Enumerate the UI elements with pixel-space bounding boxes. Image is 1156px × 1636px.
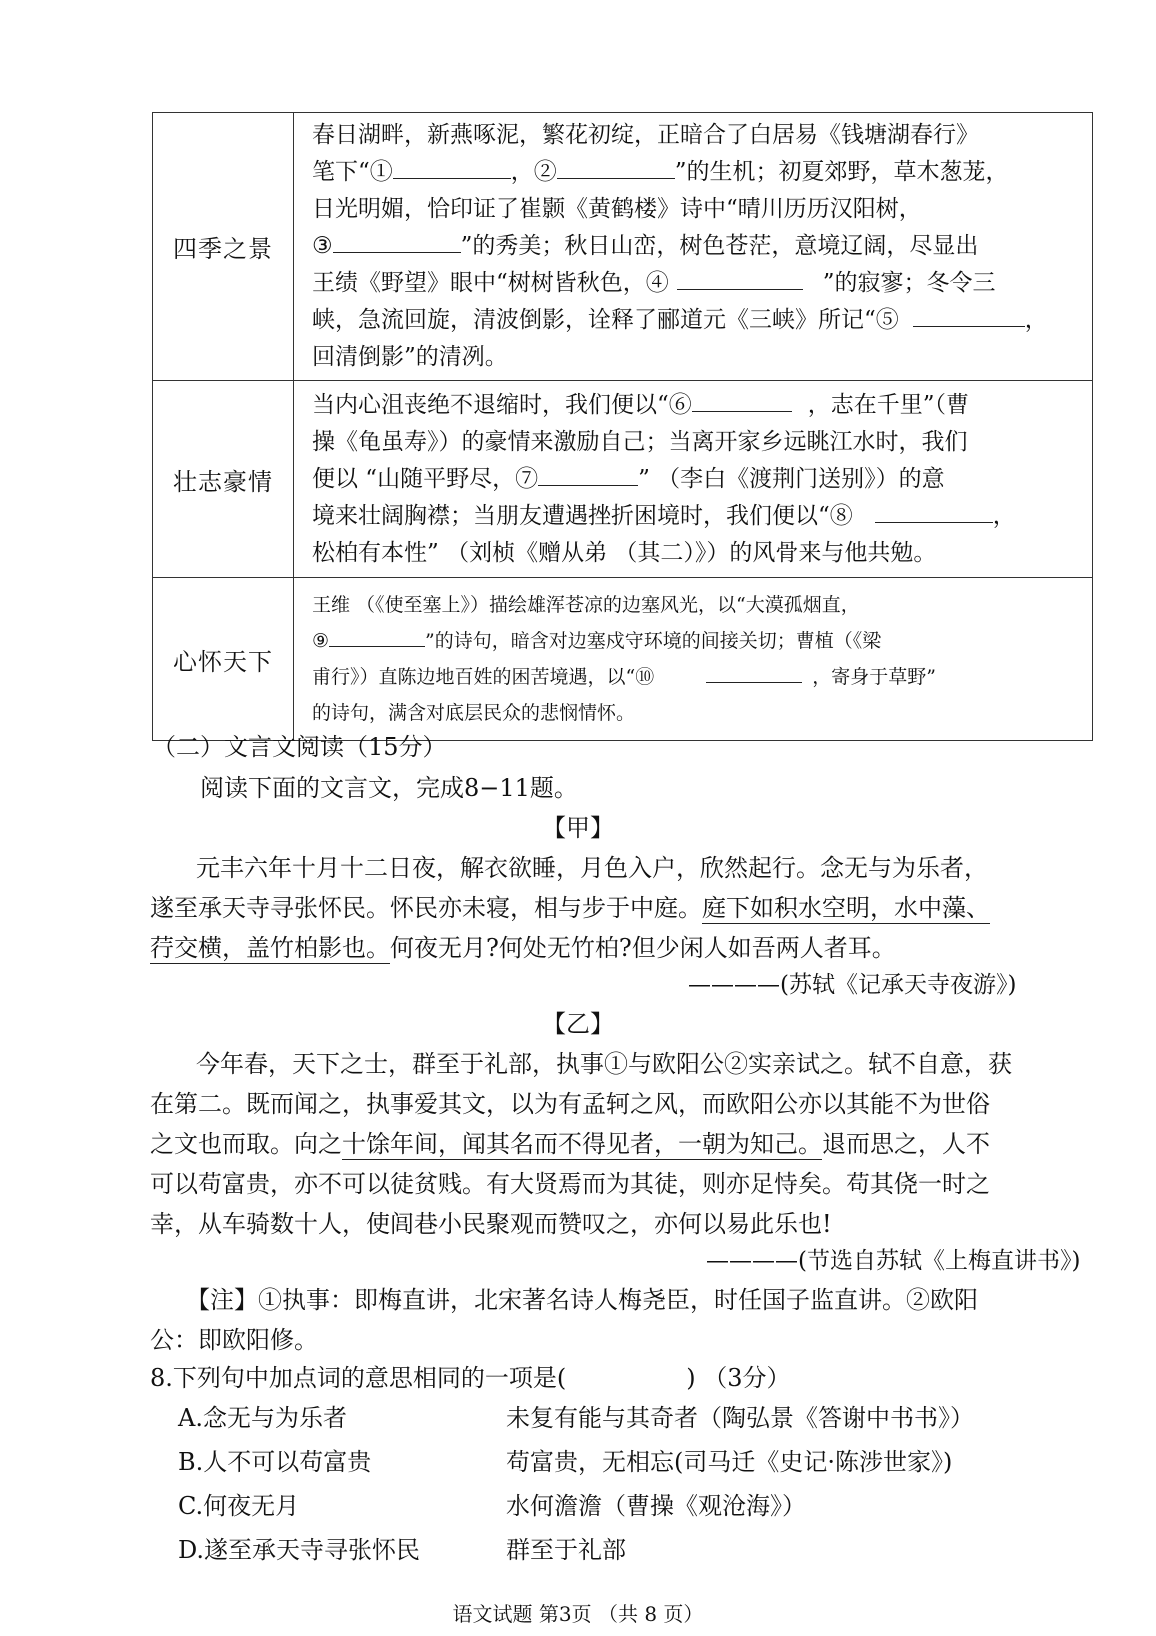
option-a-left[interactable]: A.念无与为乐者 xyxy=(178,1404,347,1432)
section-instruction: 阅读下面的文言文，完成8−11题。 xyxy=(200,774,578,802)
passage-jia-heading: 【甲】 xyxy=(542,814,614,842)
option-d-right: 群至于礼部 xyxy=(506,1536,626,1564)
passage-yi-heading: 【乙】 xyxy=(542,1010,614,1038)
annotation-note: 公：即欧阳修。 xyxy=(150,1326,318,1354)
passage-line: 可以苟富贵，亦不可以徒贫贱。有大贤焉而为其徒，则亦足恃矣。苟其侥一时之 xyxy=(150,1170,990,1198)
option-b-left[interactable]: B.人不可以苟富贵 xyxy=(178,1448,372,1476)
blank-5[interactable] xyxy=(913,303,1025,327)
row-label: 壮志豪情 xyxy=(153,381,294,578)
passage-line: 元丰六年十月十二日夜，解衣欲睡，月色入户，欣然起行。念无与为乐者， xyxy=(196,854,988,882)
question-8-stem: 8.下列句中加点词的意思相同的一项是( ) （3分） xyxy=(150,1364,791,1392)
passage-line: 荇交横，盖竹柏影也。何夜无月?何处无竹柏?但少闲人如吾两人者耳。 xyxy=(150,934,896,962)
poetry-fill-table xyxy=(152,112,1093,741)
option-d-left[interactable]: D.遂至承天寺寻张怀民 xyxy=(178,1536,421,1564)
section-title: （二）文言文阅读（15分） xyxy=(152,733,447,761)
blank-6[interactable] xyxy=(692,388,792,412)
blank-2[interactable] xyxy=(557,155,675,179)
passage-source: ————(节选自苏轼《上梅直讲书》) xyxy=(706,1248,1081,1274)
row-label: 心怀天下 xyxy=(153,578,294,741)
blank-7[interactable] xyxy=(538,462,638,486)
passage-line: 今年春，天下之士，群至于礼部，执事①与欧阳公②实亲试之。轼不自意，获 xyxy=(196,1050,1012,1078)
underlined-sentence: 十馀年间，闻其名而不得见者，一朝为知己。 xyxy=(342,1130,822,1158)
option-a-right: 未复有能与其奇者（陶弘景《答谢中书书》） xyxy=(506,1404,974,1432)
passage-line: 幸，从车骑数十人，使闾巷小民聚观而赞叹之，亦何以易此乐也! xyxy=(150,1210,832,1238)
table-row xyxy=(153,381,1093,578)
option-b-right: 苟富贵，无相忘(司马迁《史记·陈涉世家》) xyxy=(506,1448,953,1476)
passage-line: 在第二。既而闻之，执事爱其文，以为有孟轲之风，而欧阳公亦以其能不为世俗 xyxy=(150,1090,990,1118)
option-c-left[interactable]: C.何夜无月 xyxy=(178,1492,300,1520)
blank-3[interactable] xyxy=(333,229,461,253)
row-label: 四季之景 xyxy=(153,113,294,381)
blank-9[interactable] xyxy=(329,627,425,647)
table-row xyxy=(153,578,1093,741)
underlined-sentence: 庭下如积水空明，水中藻、 xyxy=(702,894,990,922)
blank-1[interactable] xyxy=(393,155,511,179)
annotation-note: 【注】①执事：即梅直讲，北宋著名诗人梅尧臣，时任国子监直讲。②欧阳 xyxy=(186,1286,978,1314)
page-footer: 语文试题 第3页 （共 8 页） xyxy=(452,1602,704,1626)
blank-4[interactable] xyxy=(677,266,803,290)
underlined-sentence: 荇交横，盖竹柏影也。 xyxy=(150,934,390,962)
passage-line: 遂至承天寺寻张怀民。怀民亦未寝，相与步于中庭。庭下如积水空明，水中藻、 xyxy=(150,894,990,922)
blank-8[interactable] xyxy=(875,499,993,523)
row-content: 春日湖畔，新燕啄泥，繁花初绽，正暗合了白居易《钱塘湖春行》 笔下“① ，② ”的生机；初夏郊野，草木葱茏， 日光明媚，恰印证了崔颢《黄鹤楼》诗中“晴川历历汉阳树， ③ ”的秀美；秋日山峦，树色苍茫，意境辽阔，尽显出 王绩《野望》眼中“树树皆秋色，④ ”的寂寥；冬令三 峡，急流回旋，清波倒影，诠释了郦道元《三峡》所记“⑤ ， 回清倒影”的清冽。 xyxy=(294,113,1093,381)
table-row xyxy=(153,113,1093,381)
row-content: 王维 （《使至塞上》）描绘雄浑苍凉的边塞风光，以“大漠孤烟直， ⑨ ”的诗句，暗含对边塞戍守环境的间接关切；曹植（《梁 甫行》）直陈边地百姓的困苦境遇，以“⑩ ，寄身于草野” 的诗句，满含对底层民众的悲悯情怀。 xyxy=(294,578,1093,741)
option-c-right: 水何澹澹（曹操《观沧海》） xyxy=(506,1492,806,1520)
passage-line: 之文也而取。向之十馀年间，闻其名而不得见者，一朝为知己。退而思之，人不 xyxy=(150,1130,990,1158)
passage-source: ————(苏轼《记承天寺夜游》) xyxy=(688,972,1017,998)
blank-10[interactable] xyxy=(706,663,802,683)
row-content: 当内心沮丧绝不退缩时，我们便以“⑥ ，志在千里”（曹 操《龟虽寿》）的豪情来激励自己；当离开家乡远眺江水时，我们 便以 “山随平野尽，⑦ ” （李白《渡荆门送别》）的意 境来壮阔胸襟；当朋友遭遇挫折困境时，我们便以“⑧ ， 松柏有本性” （刘桢《赠从弟 （其二）》）的风骨来与他共勉。 xyxy=(294,381,1093,578)
